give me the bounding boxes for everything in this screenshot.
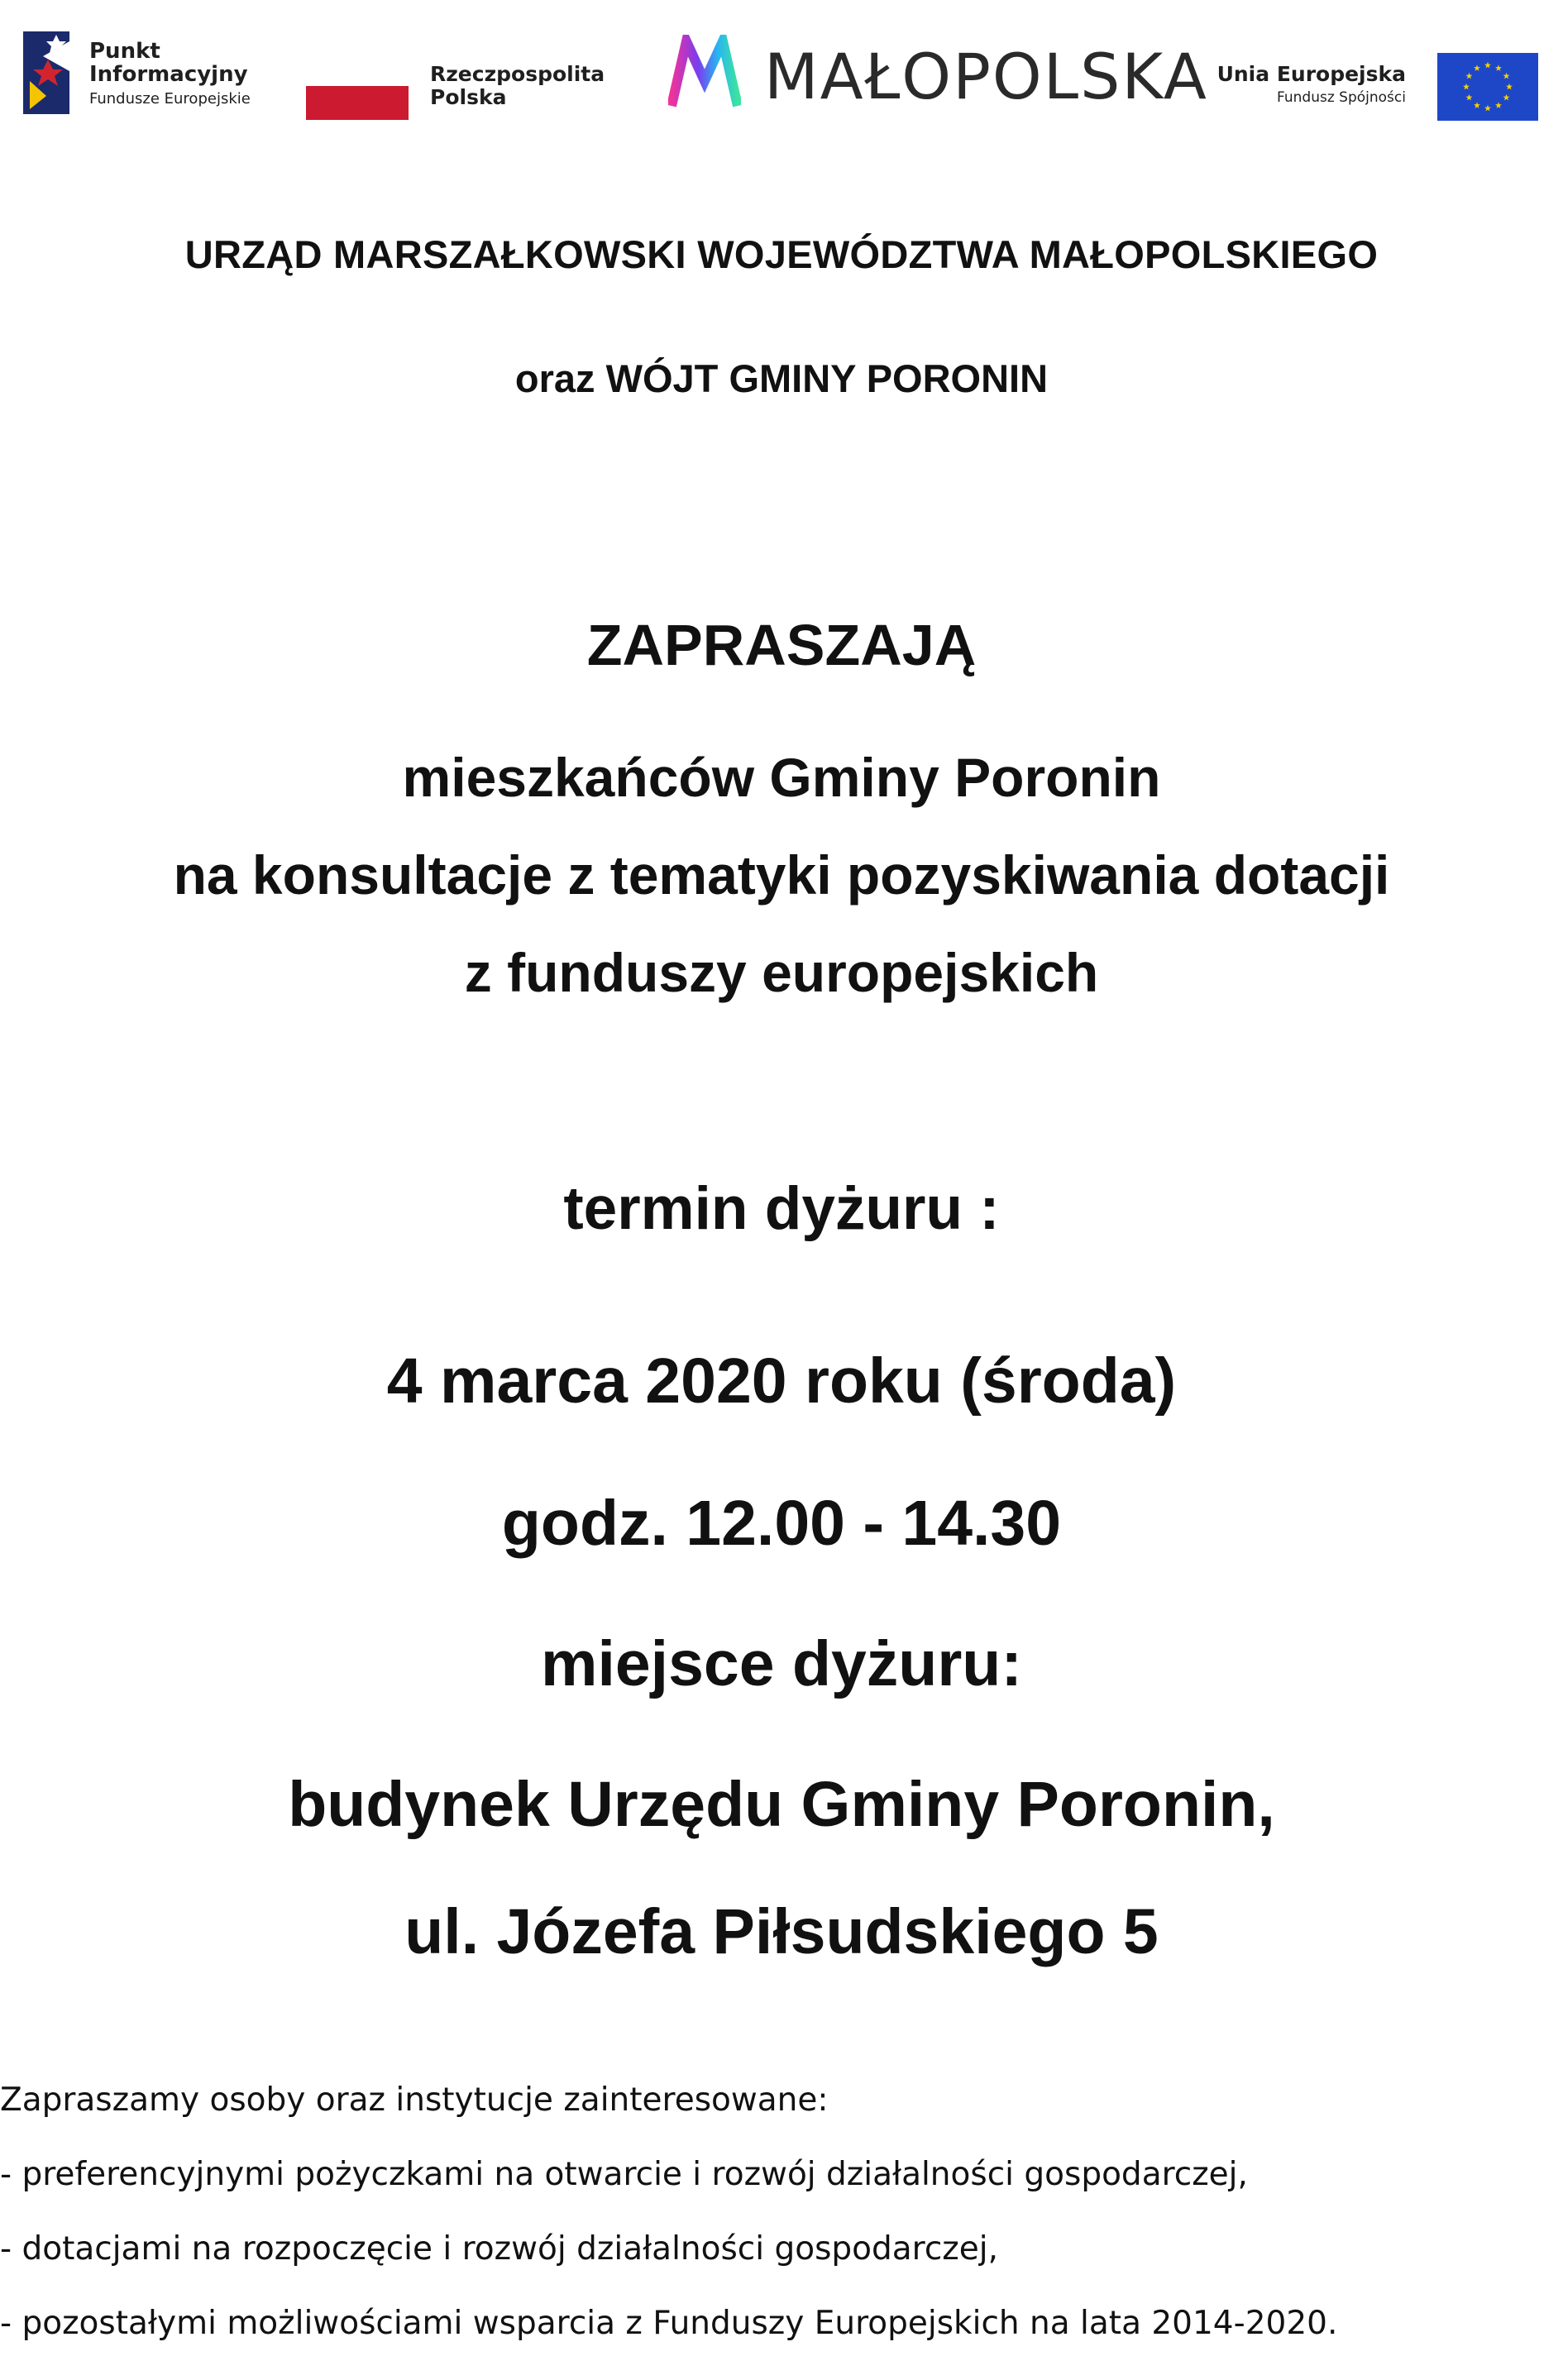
term-label: termin dyżuru : — [563, 1175, 1000, 1242]
fe-logo-line1: Punkt — [89, 39, 160, 64]
malopolska-wordmark: MAŁOPOLSKA — [764, 40, 1208, 113]
eu-logo-line1: Unia Europejska — [1216, 62, 1406, 86]
audience-line-1: mieszkańców Gminy Poronin — [402, 747, 1161, 808]
invite-title: ZAPRASZAJĄ — [586, 613, 977, 677]
footer-text — [0, 2082, 1563, 2380]
audience-line-2: na konsultacje z tematyki pozyskiwania dotacji — [173, 844, 1390, 906]
place-line-1: budynek Urzędu Gminy Poronin, — [288, 1769, 1275, 1840]
header-office-name: URZĄD MARSZAŁKOWSKI WOJEWÓDZTWA MAŁOPOLSKIEGO — [184, 232, 1379, 276]
rp-logo-line2: Polska — [430, 85, 507, 109]
event-date: 4 marca 2020 roku (środa) — [386, 1345, 1177, 1417]
footer-list-item: - pozostałymi możliwościami wsparcia z Funduszy Europejskich na lata 2014-2020. — [0, 2305, 1338, 2342]
fundusze-europejskie-logo — [23, 23, 263, 114]
unia-europejska-logo — [1216, 46, 1546, 121]
audience-line-3: z funduszy europejskich — [464, 942, 1099, 1003]
event-hours: godz. 12.00 - 14.30 — [501, 1488, 1062, 1559]
rzeczpospolita-polska-logo — [306, 48, 620, 114]
malopolska-logo — [668, 35, 1208, 113]
fe-logo-line2: Informacyjny — [89, 62, 248, 87]
logo-bar — [0, 17, 1563, 116]
eu-logo-line2: Fundusz Spójności — [1277, 89, 1406, 106]
place-line-2: ul. Józefa Piłsudskiego 5 — [404, 1896, 1159, 1967]
footer-intro: Zapraszamy osoby oraz instytucje zainteresowane: — [0, 2081, 829, 2119]
footer-list-item: - preferencyjnymi pożyczkami na otwarcie i rozwój działalności gospodarczej, — [0, 2156, 1248, 2193]
eu-flag-icon — [1437, 53, 1538, 121]
fe-logo-line3: Fundusze Europejskie — [89, 90, 251, 108]
malopolska-mark-icon — [668, 35, 741, 109]
footer-list-item: - dotacjami na rozpoczęcie i rozwój działalności gospodarczej, — [0, 2230, 999, 2268]
place-label: miejsce dyżuru: — [541, 1628, 1022, 1699]
header-mayor-name: oraz WÓJT GMINY PORONIN — [514, 356, 1049, 400]
polish-flag-icon — [306, 86, 409, 120]
rp-logo-line1: Rzeczpospolita — [430, 62, 605, 86]
fundusze-europejskie-mark-icon — [23, 23, 89, 114]
